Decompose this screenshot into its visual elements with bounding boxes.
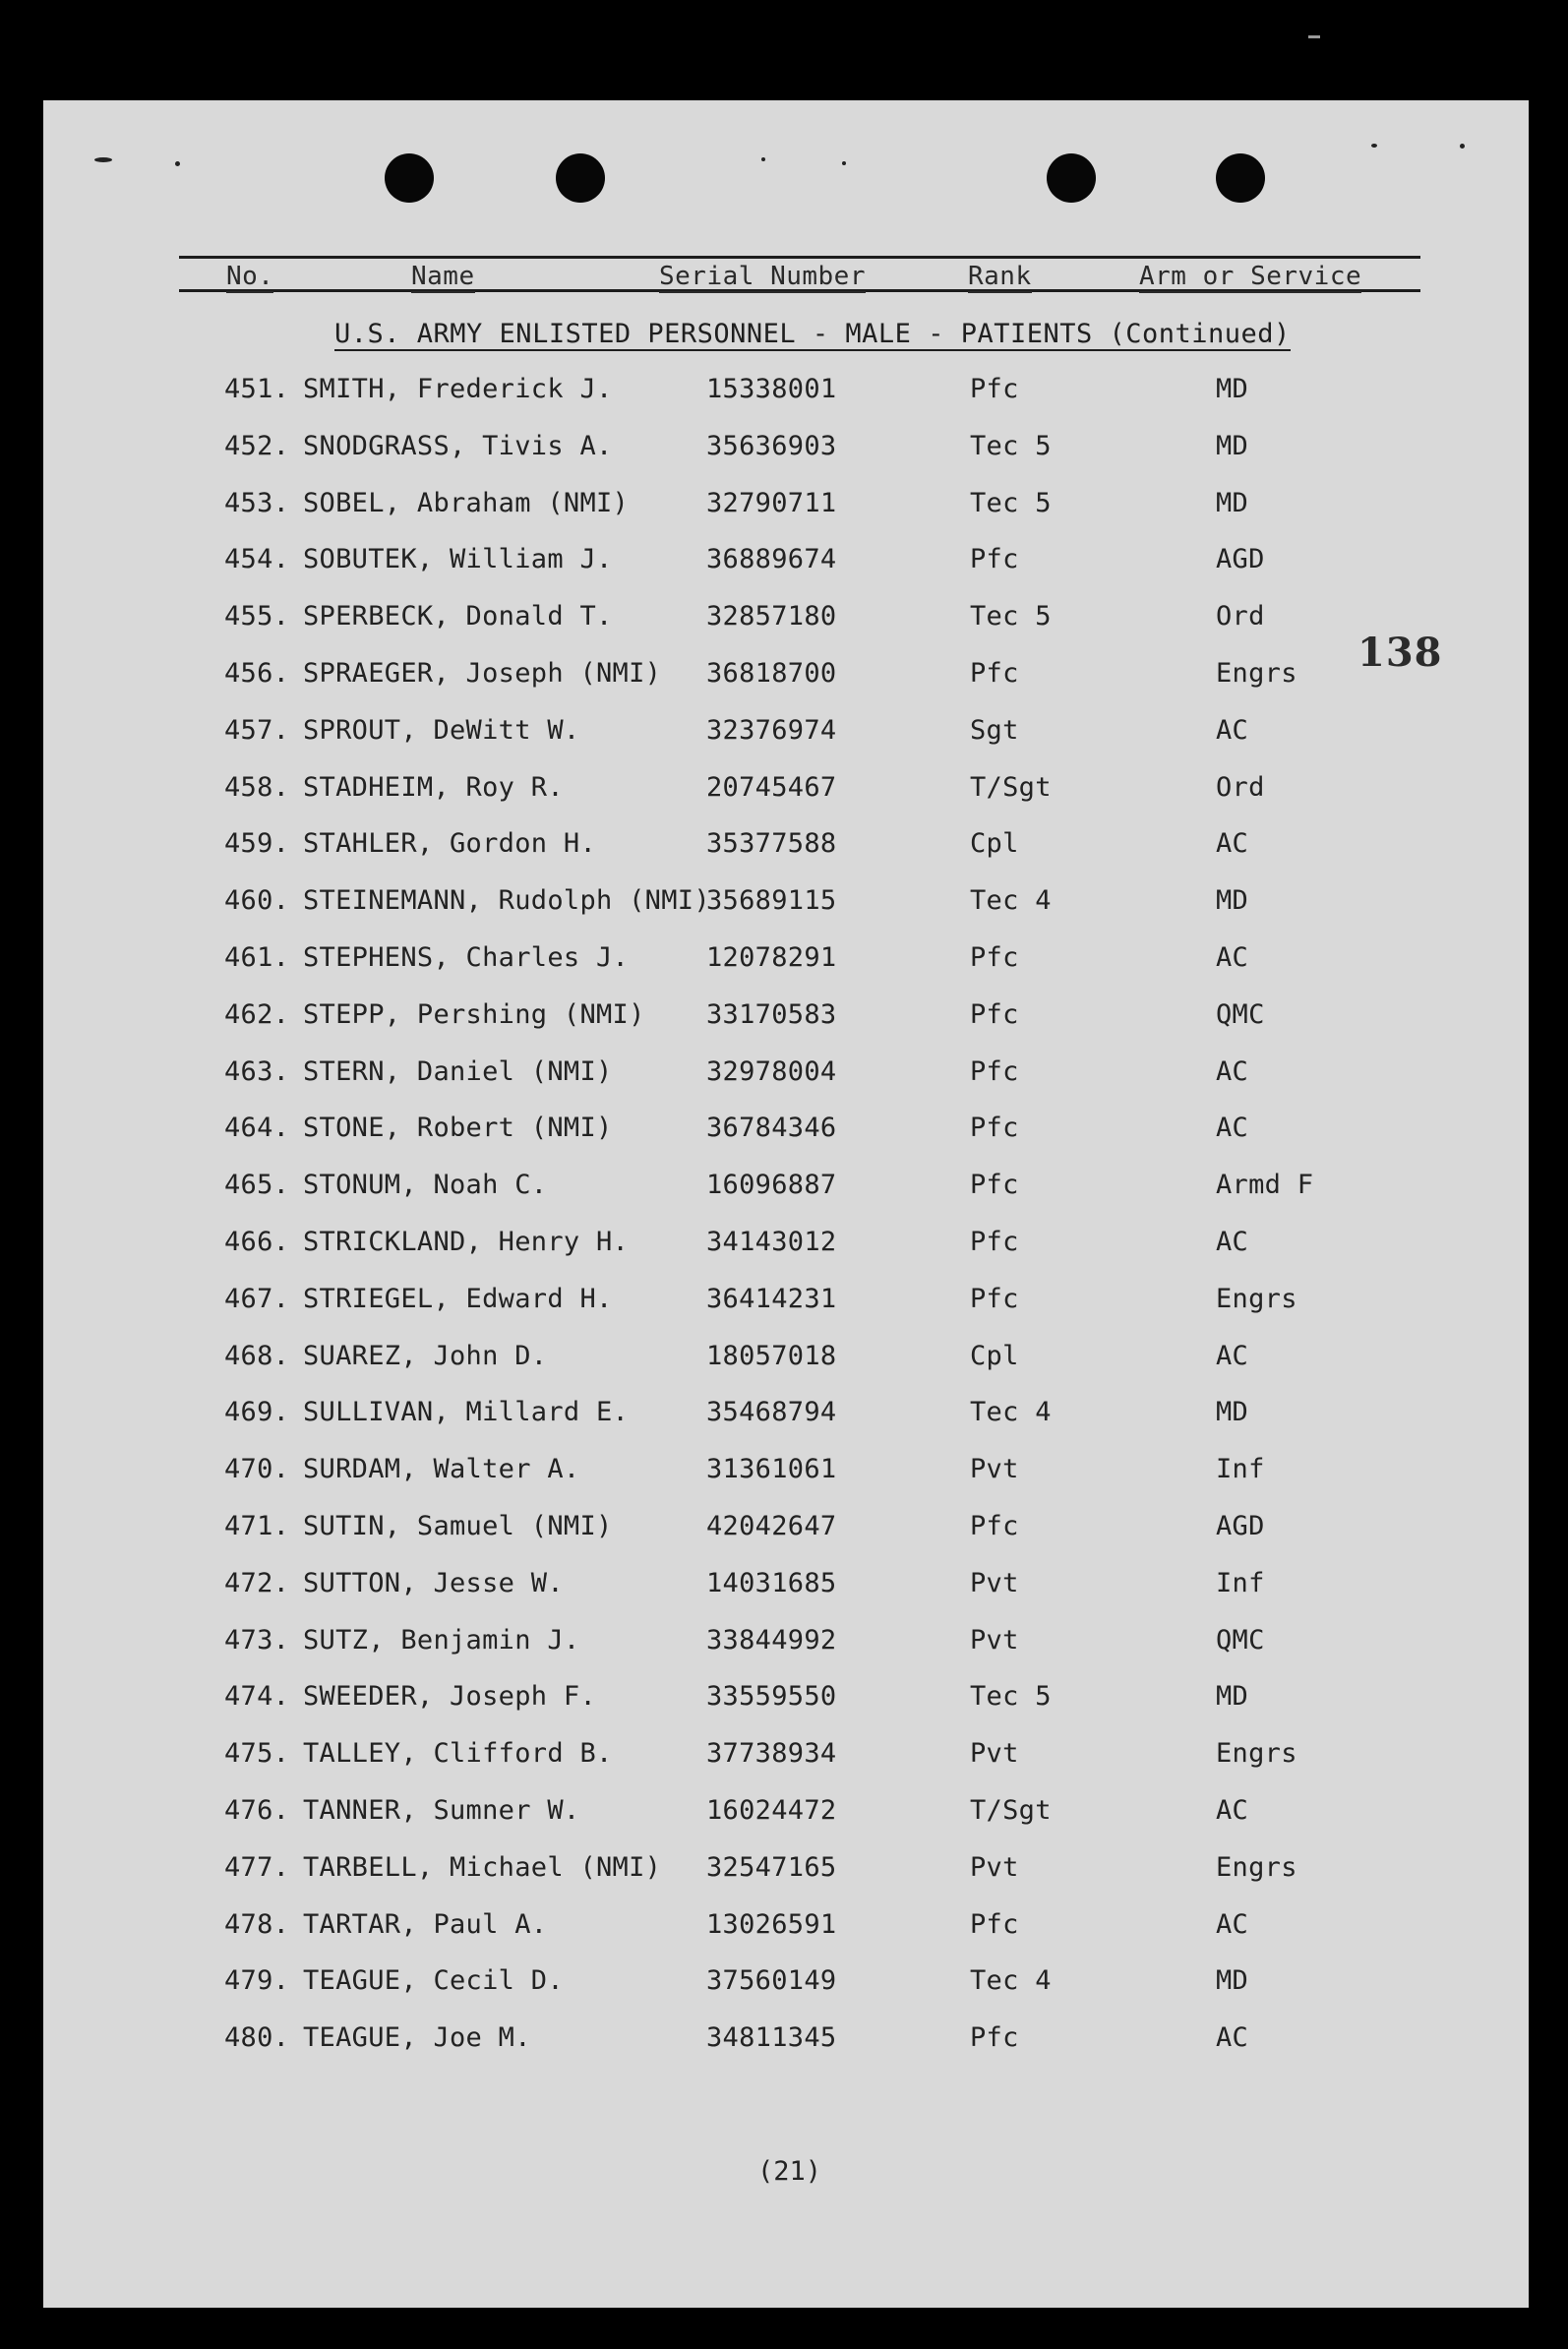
row-serial-number: 37738934	[706, 1738, 837, 1770]
row-arm-or-service: AC	[1216, 828, 1249, 860]
row-arm-or-service: AC	[1216, 1908, 1249, 1940]
row-arm-or-service: AC	[1216, 2022, 1249, 2054]
column-header-no: No.	[226, 262, 274, 291]
row-arm-or-service: AC	[1216, 1113, 1249, 1144]
row-number: 477.	[224, 1851, 290, 1883]
table-row	[43, 1341, 1529, 1380]
row-arm-or-service: MD	[1216, 885, 1249, 917]
row-name: SOBUTEK, William J.	[303, 544, 613, 575]
row-serial-number: 36889674	[706, 544, 837, 575]
row-number: 480.	[224, 2022, 290, 2054]
table-row	[43, 1795, 1529, 1835]
row-rank: Tec 5	[970, 601, 1052, 632]
table-row	[43, 999, 1529, 1039]
row-rank: Pfc	[970, 1113, 1019, 1144]
row-rank: Cpl	[970, 1340, 1019, 1371]
row-number: 456.	[224, 658, 290, 689]
ink-speck	[1460, 144, 1465, 149]
column-header-rank: Rank	[968, 262, 1032, 291]
row-rank: T/Sgt	[970, 771, 1052, 803]
row-number: 464.	[224, 1113, 290, 1144]
ink-speck	[94, 157, 112, 162]
row-rank: Tec 5	[970, 487, 1052, 518]
row-arm-or-service: Ord	[1216, 771, 1265, 803]
ink-speck	[1371, 144, 1377, 148]
row-rank: Pvt	[970, 1624, 1019, 1656]
table-row	[43, 1568, 1529, 1607]
row-arm-or-service: AC	[1216, 942, 1249, 973]
row-number: 475.	[224, 1738, 290, 1770]
row-number: 467.	[224, 1283, 290, 1314]
row-number: 452.	[224, 430, 290, 461]
row-number: 471.	[224, 1511, 290, 1541]
row-number: 462.	[224, 998, 290, 1030]
row-number: 457.	[224, 714, 290, 746]
table-row	[43, 1909, 1529, 1949]
row-name: SULLIVAN, Millard E.	[303, 1397, 630, 1428]
row-name: SMITH, Frederick J.	[303, 374, 613, 404]
row-arm-or-service: QMC	[1216, 1624, 1265, 1656]
stamped-number: 138	[1357, 630, 1443, 676]
row-name: SWEEDER, Joseph F.	[303, 1681, 596, 1713]
row-name: SUTZ, Benjamin J.	[303, 1624, 580, 1656]
row-serial-number: 36818700	[706, 658, 837, 689]
row-name: STAHLER, Gordon H.	[303, 828, 596, 860]
table-row	[43, 1170, 1529, 1209]
row-arm-or-service: Armd F	[1216, 1170, 1314, 1201]
row-serial-number: 34143012	[706, 1227, 837, 1257]
row-serial-number: 35636903	[706, 430, 837, 461]
row-rank: Tec 4	[970, 1965, 1052, 1997]
table-row	[43, 1965, 1529, 2005]
table-row	[43, 828, 1529, 868]
row-name: TEAGUE, Cecil D.	[303, 1965, 564, 1997]
row-number: 455.	[224, 601, 290, 632]
column-header-name: Name	[411, 262, 475, 291]
row-arm-or-service: Inf	[1216, 1567, 1265, 1598]
row-rank: T/Sgt	[970, 1795, 1052, 1826]
row-arm-or-service: Ord	[1216, 601, 1265, 632]
row-name: STEPHENS, Charles J.	[303, 942, 630, 973]
table-row	[43, 942, 1529, 982]
row-arm-or-service: Inf	[1216, 1454, 1265, 1485]
row-serial-number: 15338001	[706, 374, 837, 404]
row-rank: Tec 5	[970, 1681, 1052, 1713]
row-serial-number: 32376974	[706, 714, 837, 746]
row-name: STONE, Robert (NMI)	[303, 1113, 613, 1144]
row-rank: Pvt	[970, 1567, 1019, 1598]
row-number: 453.	[224, 487, 290, 518]
table-row	[43, 1056, 1529, 1096]
punch-hole	[1216, 153, 1265, 203]
row-serial-number: 33170583	[706, 998, 837, 1030]
table-row	[43, 2022, 1529, 2062]
row-number: 478.	[224, 1908, 290, 1940]
row-number: 459.	[224, 828, 290, 860]
row-number: 461.	[224, 942, 290, 973]
table-row	[43, 1454, 1529, 1493]
row-arm-or-service: MD	[1216, 1681, 1249, 1713]
row-name: SUAREZ, John D.	[303, 1340, 548, 1371]
row-arm-or-service: AC	[1216, 1795, 1249, 1826]
table-row	[43, 1625, 1529, 1664]
row-arm-or-service: Engrs	[1216, 1738, 1297, 1770]
row-name: STERN, Daniel (NMI)	[303, 1055, 613, 1087]
row-serial-number: 35468794	[706, 1397, 837, 1428]
section-title: U.S. ARMY ENLISTED PERSONNEL - MALE - PATIENTS (Continued)	[334, 319, 1291, 349]
table-row	[43, 715, 1529, 754]
row-arm-or-service: MD	[1216, 374, 1249, 404]
row-rank: Pfc	[970, 1055, 1019, 1087]
table-row	[43, 601, 1529, 640]
row-serial-number: 16096887	[706, 1170, 837, 1201]
row-number: 469.	[224, 1397, 290, 1428]
row-serial-number: 35377588	[706, 828, 837, 860]
ink-speck	[761, 157, 765, 161]
row-name: SUTIN, Samuel (NMI)	[303, 1511, 613, 1541]
table-row	[43, 488, 1529, 527]
row-serial-number: 32547165	[706, 1851, 837, 1883]
row-arm-or-service: MD	[1216, 430, 1249, 461]
row-name: SPERBECK, Donald T.	[303, 601, 613, 632]
row-rank: Pfc	[970, 658, 1019, 689]
row-number: 473.	[224, 1624, 290, 1656]
punch-hole	[556, 153, 605, 203]
row-number: 466.	[224, 1227, 290, 1257]
row-rank: Pfc	[970, 544, 1019, 575]
column-header-serial: Serial Number	[659, 262, 866, 291]
row-serial-number: 34811345	[706, 2022, 837, 2054]
table-row	[43, 1511, 1529, 1550]
row-rank: Tec 4	[970, 1397, 1052, 1428]
row-name: STEPP, Pershing (NMI)	[303, 998, 645, 1030]
row-arm-or-service: AGD	[1216, 1511, 1265, 1541]
row-arm-or-service: AC	[1216, 1055, 1249, 1087]
table-row	[43, 1681, 1529, 1720]
table-row	[43, 1738, 1529, 1777]
row-name: SNODGRASS, Tivis A.	[303, 430, 613, 461]
row-name: SUTTON, Jesse W.	[303, 1567, 564, 1598]
table-row	[43, 772, 1529, 812]
page-number: (21)	[757, 2156, 822, 2187]
table-row	[43, 885, 1529, 925]
row-arm-or-service: MD	[1216, 1965, 1249, 1997]
row-name: STRIEGEL, Edward H.	[303, 1283, 613, 1314]
row-number: 479.	[224, 1965, 290, 1997]
row-arm-or-service: QMC	[1216, 998, 1265, 1030]
row-arm-or-service: AC	[1216, 1340, 1249, 1371]
row-rank: Pfc	[970, 374, 1019, 404]
row-name: SURDAM, Walter A.	[303, 1454, 580, 1485]
row-rank: Cpl	[970, 828, 1019, 860]
row-rank: Sgt	[970, 714, 1019, 746]
row-rank: Pfc	[970, 1170, 1019, 1201]
punch-hole	[1047, 153, 1096, 203]
row-arm-or-service: MD	[1216, 1397, 1249, 1428]
row-name: STRICKLAND, Henry H.	[303, 1227, 630, 1257]
table-row	[43, 544, 1529, 583]
table-row	[43, 374, 1529, 413]
row-rank: Tec 5	[970, 430, 1052, 461]
row-serial-number: 18057018	[706, 1340, 837, 1371]
column-header-arm: Arm or Service	[1139, 262, 1362, 291]
row-rank: Pfc	[970, 1511, 1019, 1541]
row-arm-or-service: AGD	[1216, 544, 1265, 575]
scan-edge-mark	[1308, 35, 1320, 38]
row-name: TANNER, Sumner W.	[303, 1795, 580, 1826]
row-rank: Pfc	[970, 2022, 1019, 2054]
table-row	[43, 658, 1529, 697]
row-number: 476.	[224, 1795, 290, 1826]
row-number: 472.	[224, 1567, 290, 1598]
row-number: 451.	[224, 374, 290, 404]
row-name: SOBEL, Abraham (NMI)	[303, 487, 630, 518]
row-serial-number: 13026591	[706, 1908, 837, 1940]
row-arm-or-service: MD	[1216, 487, 1249, 518]
row-number: 465.	[224, 1170, 290, 1201]
row-serial-number: 12078291	[706, 942, 837, 973]
row-rank: Pfc	[970, 1908, 1019, 1940]
row-rank: Pvt	[970, 1738, 1019, 1770]
table-row	[43, 431, 1529, 470]
row-arm-or-service: AC	[1216, 1227, 1249, 1257]
document-page	[43, 100, 1529, 2308]
row-rank: Pfc	[970, 1283, 1019, 1314]
row-arm-or-service: Engrs	[1216, 658, 1297, 689]
row-rank: Pvt	[970, 1851, 1019, 1883]
table-row	[43, 1852, 1529, 1892]
row-arm-or-service: Engrs	[1216, 1283, 1297, 1314]
row-serial-number: 16024472	[706, 1795, 837, 1826]
row-serial-number: 14031685	[706, 1567, 837, 1598]
row-name: SPRAEGER, Joseph (NMI)	[303, 658, 662, 689]
row-serial-number: 37560149	[706, 1965, 837, 1997]
row-number: 454.	[224, 544, 290, 575]
row-serial-number: 32790711	[706, 487, 837, 518]
row-number: 460.	[224, 885, 290, 917]
table-row	[43, 1227, 1529, 1266]
table-row	[43, 1113, 1529, 1152]
row-serial-number: 42042647	[706, 1511, 837, 1541]
row-rank: Pfc	[970, 998, 1019, 1030]
row-name: TARBELL, Michael (NMI)	[303, 1851, 662, 1883]
row-number: 463.	[224, 1055, 290, 1087]
table-row	[43, 1397, 1529, 1436]
row-rank: Pfc	[970, 942, 1019, 973]
row-rank: Pfc	[970, 1227, 1019, 1257]
punch-hole	[385, 153, 434, 203]
table-row	[43, 1284, 1529, 1323]
row-arm-or-service: AC	[1216, 714, 1249, 746]
ink-speck	[842, 161, 846, 165]
row-serial-number: 31361061	[706, 1454, 837, 1485]
row-name: TEAGUE, Joe M.	[303, 2022, 531, 2054]
row-name: TARTAR, Paul A.	[303, 1908, 548, 1940]
row-arm-or-service: Engrs	[1216, 1851, 1297, 1883]
row-rank: Tec 4	[970, 885, 1052, 917]
row-name: STONUM, Noah C.	[303, 1170, 548, 1201]
header-rule-top	[179, 256, 1420, 259]
row-name: SPROUT, DeWitt W.	[303, 714, 580, 746]
ink-speck	[175, 161, 180, 166]
row-serial-number: 36784346	[706, 1113, 837, 1144]
row-serial-number: 36414231	[706, 1283, 837, 1314]
row-number: 458.	[224, 771, 290, 803]
row-name: STEINEMANN, Rudolph (NMI)	[303, 885, 710, 917]
row-number: 468.	[224, 1340, 290, 1371]
row-number: 470.	[224, 1454, 290, 1485]
row-rank: Pvt	[970, 1454, 1019, 1485]
row-serial-number: 33559550	[706, 1681, 837, 1713]
row-name: STADHEIM, Roy R.	[303, 771, 564, 803]
row-number: 474.	[224, 1681, 290, 1713]
row-serial-number: 33844992	[706, 1624, 837, 1656]
row-name: TALLEY, Clifford B.	[303, 1738, 613, 1770]
row-serial-number: 32857180	[706, 601, 837, 632]
row-serial-number: 35689115	[706, 885, 837, 917]
row-serial-number: 32978004	[706, 1055, 837, 1087]
row-serial-number: 20745467	[706, 771, 837, 803]
